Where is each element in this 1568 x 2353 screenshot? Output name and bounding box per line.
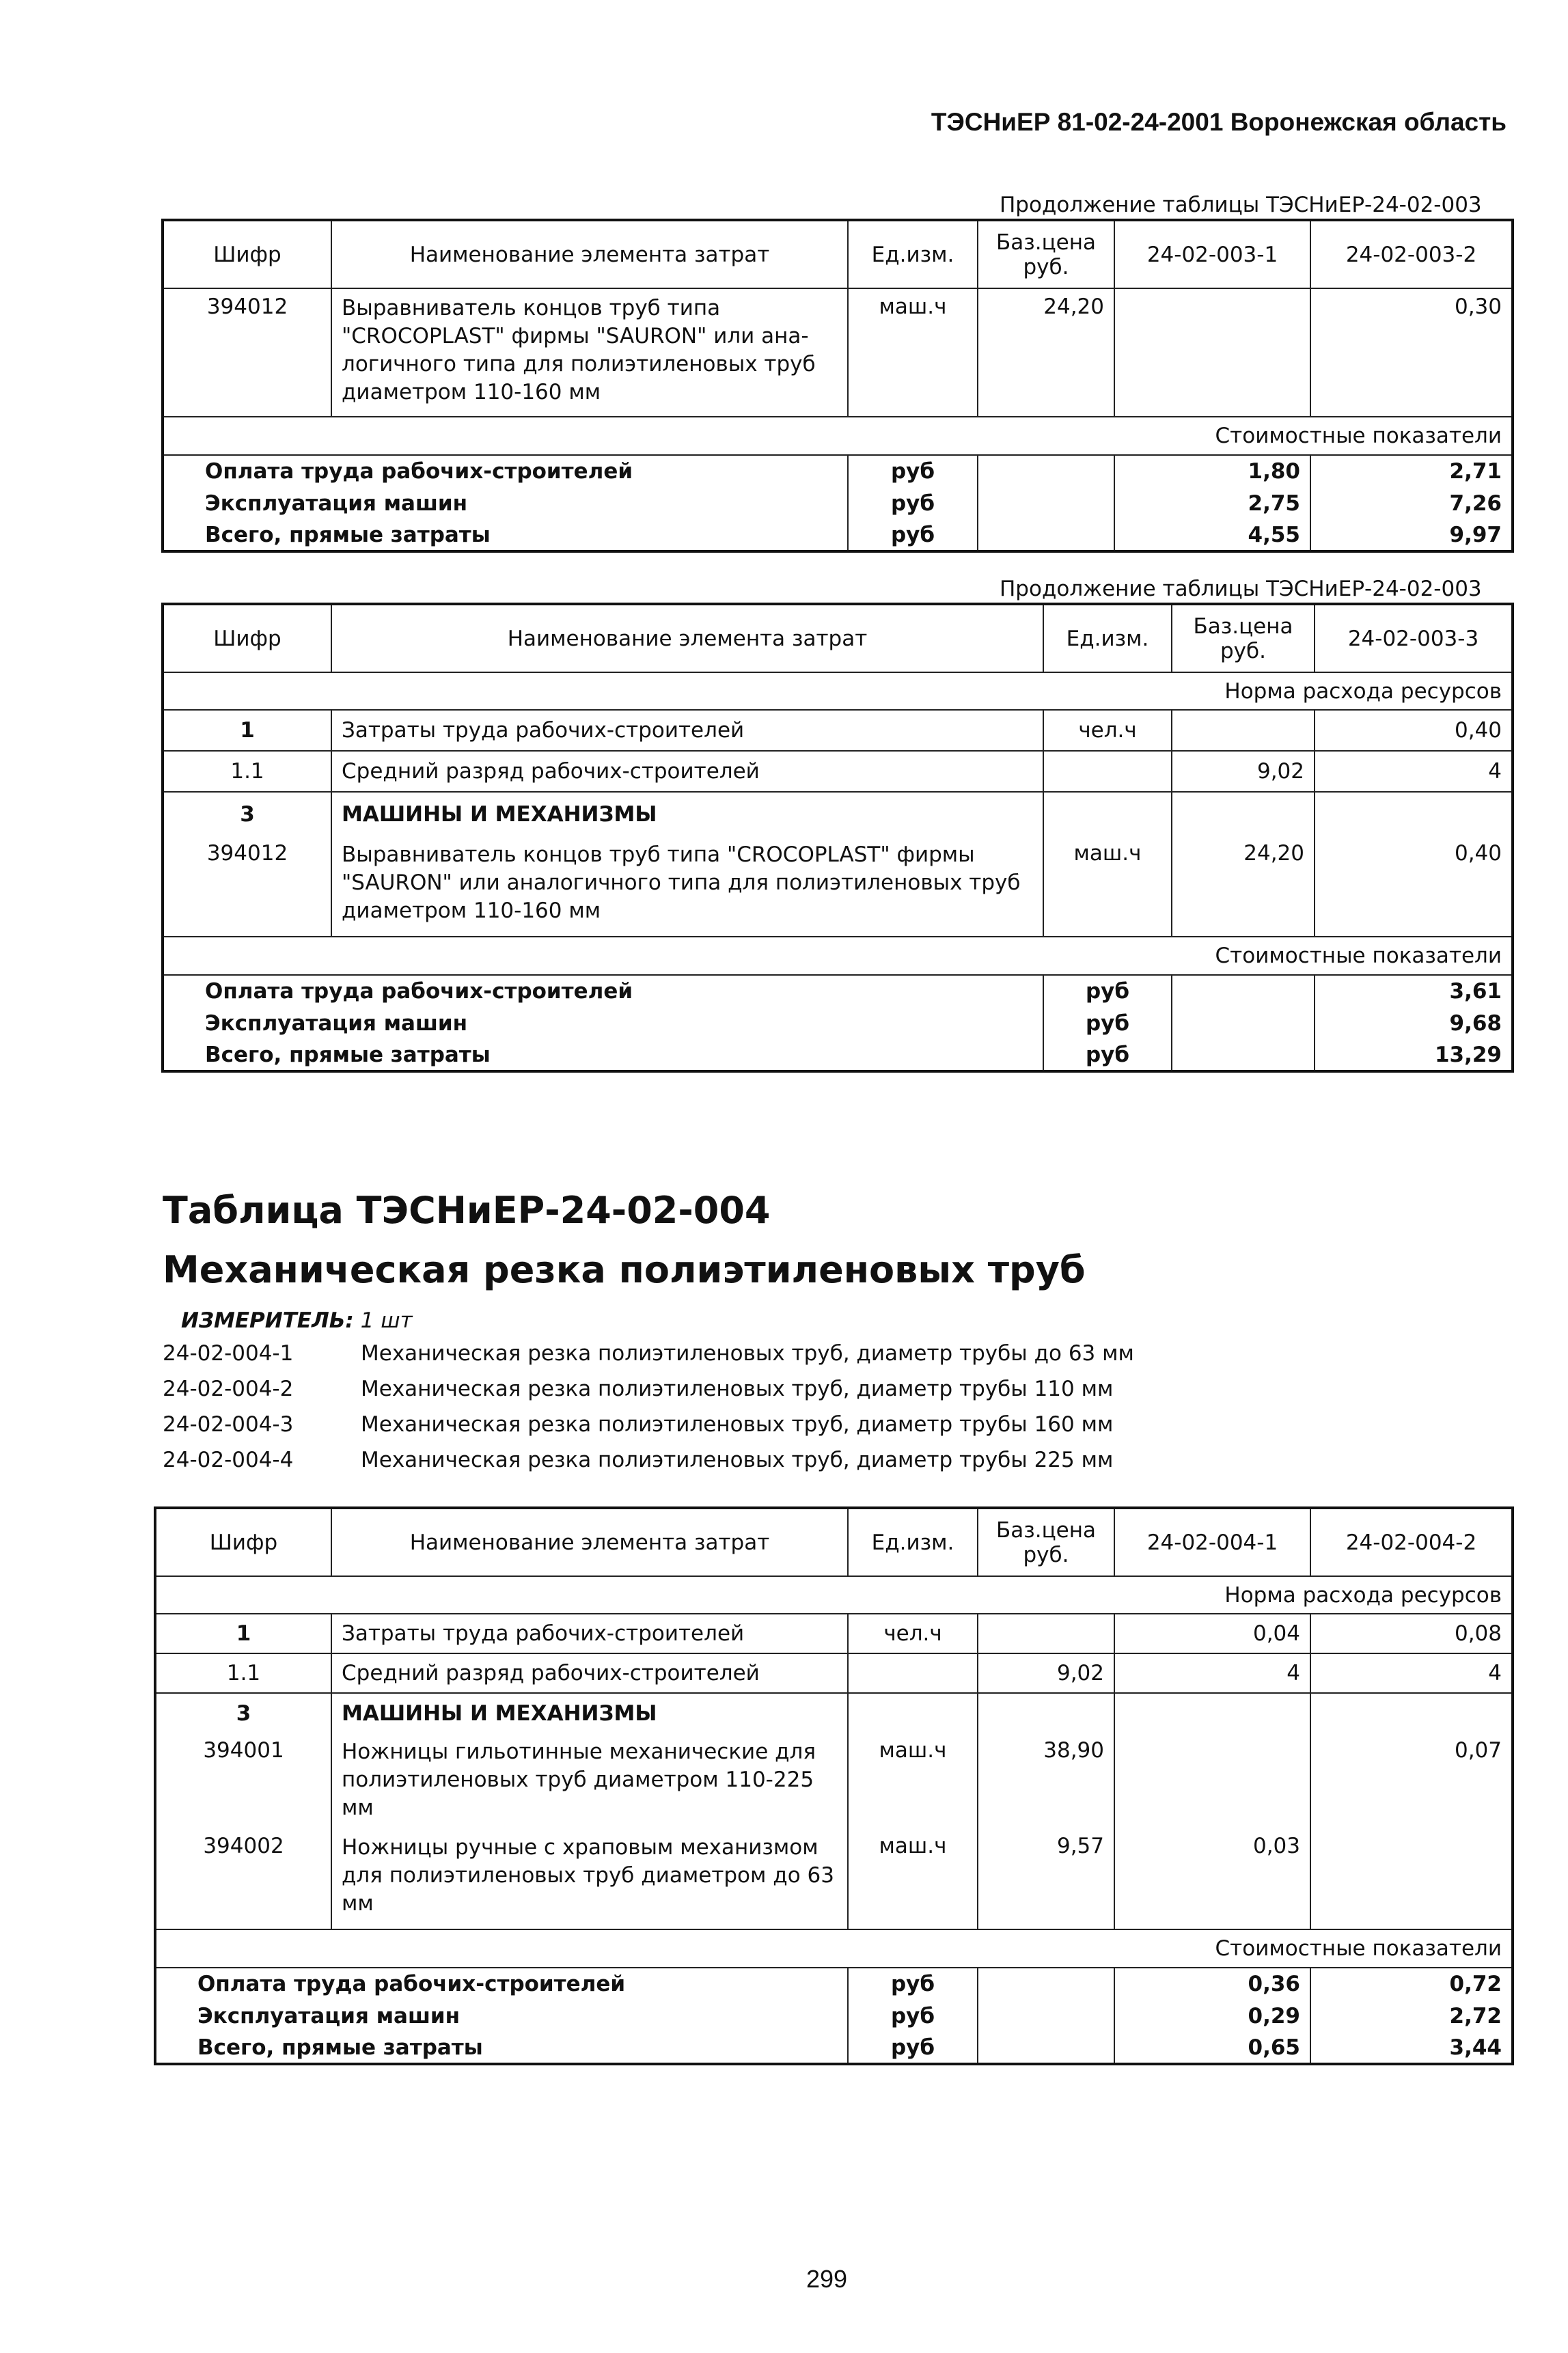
- row-value-1: 0,04: [1114, 1614, 1310, 1653]
- row-price: [1172, 792, 1315, 836]
- cost-value-1: 0,65: [1114, 2032, 1310, 2064]
- row-unit: маш.ч: [848, 1828, 978, 1929]
- cost-unit: руб: [848, 487, 978, 519]
- section-subtitle: Механическая резка полиэтиленовых труб: [163, 1248, 1086, 1291]
- table-row: [163, 751, 1513, 792]
- table-row: [163, 792, 1513, 836]
- row-unit: маш.ч: [848, 1733, 978, 1828]
- row-name: Затраты труда рабочих-строителей: [331, 710, 1043, 751]
- cost-value-1: 13,29: [1315, 1039, 1513, 1071]
- cost-unit: руб: [1043, 975, 1172, 1007]
- row-name: Средний разряд рабочих-строителей: [331, 751, 1043, 792]
- variant-text: Механическая резка полиэтиленовых труб, диаметр трубы 110 мм: [361, 1377, 1114, 1401]
- table1-header-code: Шифр: [163, 220, 331, 288]
- cost-value-1: 2,75: [1114, 487, 1310, 519]
- row-price: 24,20: [1172, 836, 1315, 937]
- variant-code: 24-02-004-3: [163, 1412, 294, 1437]
- table1-header-col1: 24-02-003-1: [1114, 220, 1310, 288]
- cost-value-2: 2,72: [1310, 2000, 1513, 2032]
- table1-cost-header-row: [163, 417, 1513, 455]
- table-row: [163, 487, 1513, 519]
- table3-header-name: Наименование элемента затрат: [331, 1508, 848, 1576]
- row-code: 394012: [163, 288, 331, 417]
- row-value-1: 0,03: [1114, 1828, 1310, 1929]
- table3-header-col1: 24-02-004-1: [1114, 1508, 1310, 1576]
- measure-line: [181, 1308, 413, 1333]
- table2-header-unit: Ед.изм.: [1043, 604, 1172, 672]
- table-row: [163, 519, 1513, 551]
- table-row: [163, 288, 1513, 417]
- row-value-2: 0,30: [1310, 288, 1513, 417]
- cost-label: Всего, прямые затраты: [163, 519, 848, 551]
- table1-header-col2: 24-02-003-2: [1310, 220, 1513, 288]
- row-unit: чел.ч: [848, 1614, 978, 1653]
- cost-value-2: 2,71: [1310, 455, 1513, 487]
- table1-header-unit: Ед.изм.: [848, 220, 978, 288]
- row-code: 394001: [155, 1733, 331, 1828]
- table2-header-row: [163, 604, 1513, 672]
- table-row: [163, 1007, 1513, 1039]
- row-value-1: [1114, 288, 1310, 417]
- variant-text: Механическая резка полиэтиленовых труб, диаметр трубы 225 мм: [361, 1448, 1114, 1472]
- cost-value-2: 9,97: [1310, 519, 1513, 551]
- row-price: [978, 1614, 1114, 1653]
- cost-unit: руб: [1043, 1007, 1172, 1039]
- cost-value-2: 7,26: [1310, 487, 1513, 519]
- row-value-1: [1114, 1733, 1310, 1828]
- row-code: 1.1: [163, 751, 331, 792]
- table3-header-price: Баз.цена руб.: [978, 1508, 1114, 1576]
- row-value-2: 4: [1310, 1653, 1513, 1693]
- table-row: [163, 710, 1513, 751]
- row-code: 1: [155, 1614, 331, 1653]
- table1: [161, 219, 1514, 553]
- cost-label: Эксплуатация машин: [155, 2000, 848, 2032]
- cost-value-2: 3,44: [1310, 2032, 1513, 2064]
- table1-header-row: [163, 220, 1513, 288]
- row-code: 1.1: [155, 1653, 331, 1693]
- table3-header-unit: Ед.изм.: [848, 1508, 978, 1576]
- row-price: 9,57: [978, 1828, 1114, 1929]
- row-name: Ножницы ручные с храповым механизмом для полиэтиленовых труб диаметром до 63 мм: [331, 1828, 848, 1929]
- cost-label: Всего, прямые затраты: [155, 2032, 848, 2064]
- row-value-1: 4: [1315, 751, 1513, 792]
- cost-value-1: 0,29: [1114, 2000, 1310, 2032]
- row-name: МАШИНЫ И МЕХАНИЗМЫ: [331, 1693, 848, 1733]
- table-row: [155, 2000, 1513, 2032]
- table2-norm-header: Норма расхода ресурсов: [163, 672, 1513, 710]
- table1-continuation-label: Продолжение таблицы ТЭСНиЕР-24-02-003: [1000, 193, 1482, 217]
- cost-value-1: 1,80: [1114, 455, 1310, 487]
- cost-value-1: 0,36: [1114, 1968, 1310, 2000]
- table2-continuation-label: Продолжение таблицы ТЭСНиЕР-24-02-003: [1000, 577, 1482, 601]
- row-unit: [1043, 751, 1172, 792]
- row-unit: [848, 1653, 978, 1693]
- row-name: Затраты труда рабочих-строителей: [331, 1614, 848, 1653]
- table-row: [163, 836, 1513, 937]
- cost-unit: руб: [848, 1968, 978, 2000]
- table2-header-price: Баз.цена руб.: [1172, 604, 1315, 672]
- measure-value: 1 шт: [360, 1308, 413, 1333]
- row-value-2: 0,07: [1310, 1733, 1513, 1828]
- row-price: [978, 1693, 1114, 1733]
- table-row: [163, 975, 1513, 1007]
- table3-norm-header: Норма расхода ресурсов: [155, 1576, 1513, 1614]
- row-code: 1: [163, 710, 331, 751]
- table3-norm-header-row: [155, 1576, 1513, 1614]
- cost-label: Оплата труда рабочих-строителей: [163, 455, 848, 487]
- row-value-1: [1114, 1693, 1310, 1733]
- variant-text: Механическая резка полиэтиленовых труб, диаметр трубы до 63 мм: [361, 1341, 1134, 1366]
- table2-header-name: Наименование элемента затрат: [331, 604, 1043, 672]
- table2-cost-header: Стоимостные показатели: [163, 937, 1513, 975]
- row-name: Выравниватель концов труб типа "CROCOPLAST" фирмы "SAURON" или аналогичного типа для полиэтиленовых труб диаметром 110-160 мм: [331, 836, 1043, 937]
- cost-label: Оплата труда рабочих-строителей: [155, 1968, 848, 2000]
- variant-text: Механическая резка полиэтиленовых труб, диаметр трубы 160 мм: [361, 1412, 1114, 1437]
- table-row: [155, 1614, 1513, 1653]
- row-value-1: [1315, 792, 1513, 836]
- table3-cost-header-row: [155, 1929, 1513, 1968]
- document-header: ТЭСНиЕР 81-02-24-2001 Воронежская область: [931, 108, 1507, 136]
- row-value-2: 0,08: [1310, 1614, 1513, 1653]
- page-number: 299: [806, 2265, 848, 2293]
- table-row: [163, 1039, 1513, 1071]
- cost-label: Эксплуатация машин: [163, 487, 848, 519]
- table1-header-price: Баз.цена руб.: [978, 220, 1114, 288]
- table2-cost-header-row: [163, 937, 1513, 975]
- cost-label: Эксплуатация машин: [163, 1007, 1043, 1039]
- table2-header-code: Шифр: [163, 604, 331, 672]
- table3-cost-header: Стоимостные показатели: [155, 1929, 1513, 1968]
- cost-value-1: 9,68: [1315, 1007, 1513, 1039]
- table-row: [155, 1733, 1513, 1828]
- cost-unit: руб: [848, 455, 978, 487]
- row-unit: чел.ч: [1043, 710, 1172, 751]
- cost-unit: руб: [848, 2032, 978, 2064]
- table1-header-name: Наименование элемента затрат: [331, 220, 848, 288]
- table3-header-row: [155, 1508, 1513, 1576]
- table2-norm-header-row: [163, 672, 1513, 710]
- table1-cost-header: Стоимостные показатели: [163, 417, 1513, 455]
- row-code: 394012: [163, 836, 331, 937]
- row-name: Выравниватель концов труб типа "CROCOPLAST" фирмы "SAURON" или ана-логичного типа для полиэтиленовых труб диаметром 110-160 мм: [331, 288, 848, 417]
- row-value-1: 0,40: [1315, 710, 1513, 751]
- table-row: [155, 1828, 1513, 1929]
- row-value-2: [1310, 1693, 1513, 1733]
- table-row: [155, 2032, 1513, 2064]
- table-row: [155, 1653, 1513, 1693]
- row-name: Ножницы гильотинные механические для полиэтиленовых труб диаметром 110-225 мм: [331, 1733, 848, 1828]
- cost-value-1: 4,55: [1114, 519, 1310, 551]
- cost-label: Всего, прямые затраты: [163, 1039, 1043, 1071]
- row-value-1: 4: [1114, 1653, 1310, 1693]
- section-title: Таблица ТЭСНиЕР-24-02-004: [163, 1189, 771, 1232]
- cost-value-1: 3,61: [1315, 975, 1513, 1007]
- cost-unit: руб: [1043, 1039, 1172, 1071]
- table3-header-code: Шифр: [155, 1508, 331, 1576]
- cost-unit: руб: [848, 519, 978, 551]
- variant-code: 24-02-004-1: [163, 1341, 294, 1366]
- row-unit: [1043, 792, 1172, 836]
- variant-code: 24-02-004-4: [163, 1448, 294, 1472]
- table3-header-col2: 24-02-004-2: [1310, 1508, 1513, 1576]
- table-row: [155, 1693, 1513, 1733]
- row-unit: маш.ч: [1043, 836, 1172, 937]
- row-value-2: [1310, 1828, 1513, 1929]
- cost-value-2: 0,72: [1310, 1968, 1513, 2000]
- row-name: МАШИНЫ И МЕХАНИЗМЫ: [331, 792, 1043, 836]
- row-price: 9,02: [1172, 751, 1315, 792]
- row-price: 9,02: [978, 1653, 1114, 1693]
- row-code: 3: [163, 792, 331, 836]
- cost-unit: руб: [848, 2000, 978, 2032]
- row-code: 394002: [155, 1828, 331, 1929]
- table-row: [155, 1968, 1513, 2000]
- measure-label: ИЗМЕРИТЕЛЬ:: [181, 1308, 354, 1333]
- table2: [161, 603, 1514, 1073]
- table3: [154, 1506, 1514, 2065]
- row-unit: маш.ч: [848, 288, 978, 417]
- variant-code: 24-02-004-2: [163, 1377, 294, 1401]
- row-price: 24,20: [978, 288, 1114, 417]
- row-unit: [848, 1693, 978, 1733]
- table-row: [163, 455, 1513, 487]
- row-value-1: 0,40: [1315, 836, 1513, 937]
- row-code: 3: [155, 1693, 331, 1733]
- row-price: 38,90: [978, 1733, 1114, 1828]
- table2-header-col1: 24-02-003-3: [1315, 604, 1513, 672]
- row-name: Средний разряд рабочих-строителей: [331, 1653, 848, 1693]
- cost-label: Оплата труда рабочих-строителей: [163, 975, 1043, 1007]
- row-price: [1172, 710, 1315, 751]
